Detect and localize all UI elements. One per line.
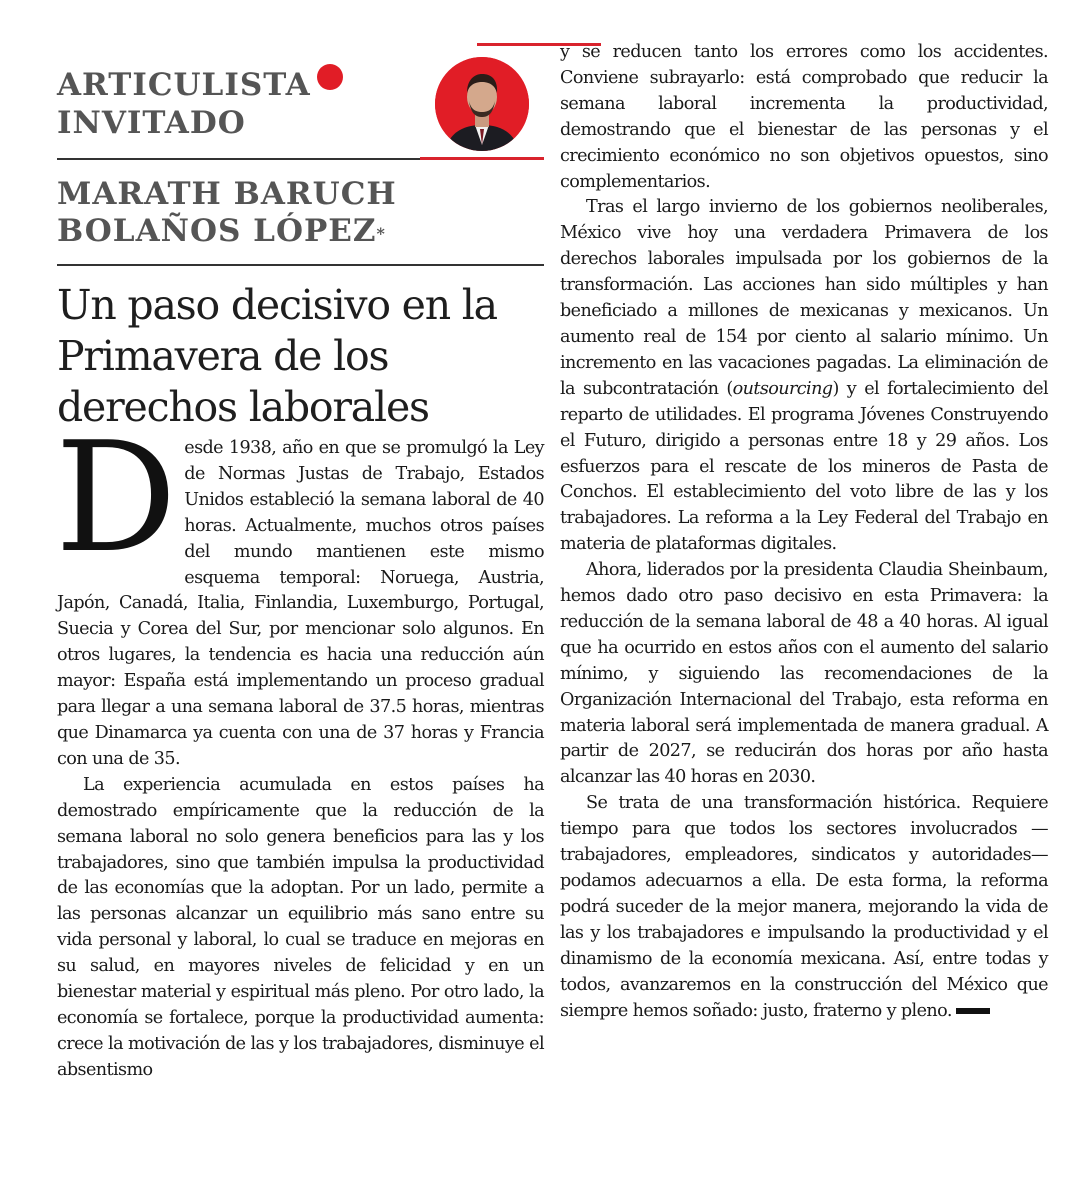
- right-column: [560, 40, 1048, 1024]
- section-kicker: ARTICULISTA INVITADO: [57, 66, 343, 142]
- paragraph-1: Desde 1938, año en que se promulgó la Ley de Normas Justas de Trabajo, Estados Unidos estableció la semana laboral de 40 horas. Actualmente, muchos otros países del mundo mantienen este mismo esquema temporal: Noruega, Austria, Japón, Canadá, Italia, Finlandia, Luxemburgo, Portugal, Suecia y Corea del Sur, por mencionar solo algunos. En otros lugares, la tendencia es hacia una reducción aún mayor: España está implementando un proceso gradual para llegar a una semana laboral de 37.5 horas, mientras que Dinamarca ya cuenta con una de 37 horas y Francia con una de 35.: [55, 409, 544, 769]
- article-body-left: [55, 409, 544, 1084]
- author-divider: [57, 264, 544, 266]
- author-portrait: [435, 57, 529, 151]
- end-mark-icon: [956, 1008, 990, 1014]
- paragraph-4: Ahora, liderados por la presidenta Claudia Sheinbaum, hemos dado otro paso decisivo en esta Primavera: la reducción de la semana laboral de 48 a 40 horas. Al igual que ha ocurrido en estos años con el aumento del salario mínimo, y siguiendo las recomendaciones de la Organización Internacional del Trabajo, esta reforma en materia laboral será implementada de manera gradual. A partir de 2027, se reducirán dos horas por año hasta alcanzar las 40 horas en 2030.: [560, 560, 1048, 788]
- author-photo-icon: [435, 57, 529, 151]
- red-dot-icon: [317, 64, 343, 90]
- headline: Un paso decisivo en la Primavera de los derechos laborales: [57, 281, 497, 431]
- article-body-right: [560, 40, 1048, 1024]
- paragraph-2: La experiencia acumulada en estos países ha demostrado empíricamente que la reducción de la semana laboral no solo genera beneficios para las y los trabajadores, sino que también impulsa la productividad de las economías que la adoptan. Por un lado, permite a las personas alcanzar un equilibrio más sano entre su vida personal y laboral, lo cual se traduce en mejoras en su salud, en mayores niveles de felicidad y en un bienestar material y espiritual más pleno. Por otro lado, la economía se fortalece, porque la productividad aumenta: crece la motivación de las y los trabajadores, disminuye el absentismo: [57, 774, 544, 1080]
- paragraph-2-continued: y se reducen tanto los errores como los accidentes. Conviene subrayarlo: está comprobado que reducir la semana laboral incrementa la productividad, demostrando que el bienestar de las personas y el crecimiento económico no son objetivos opuestos, sino complementarios.: [560, 42, 1048, 192]
- drop-cap: D: [55, 409, 177, 586]
- header-red-rule: [420, 157, 544, 160]
- paragraph-3: Tras el largo invierno de los gobiernos neoliberales, México vive hoy una verdadera Primavera de los derechos laborales impulsada por los gobiernos de la transformación. Las acciones han sido múltiples y han beneficiado a millones de mexicanas y mexicanos. Un aumento real de 154 por ciento al salario mínimo. Un incremento en las vacaciones pagadas. La eliminación de la subcontratación (outsourcing) y el fortalecimiento del reparto de utilidades. El programa Jóvenes Construyendo el Futuro, dirigido a personas entre 18 y 29 años. Los esfuerzos para el rescate de los mineros de Pasta de Conchos. El establecimiento del voto libre de las y los trabajadores. La reforma a la Ley Federal del Trabajo en materia de plataformas digitales.: [560, 197, 1048, 555]
- author-name: MARATH BARUCH BOLAÑOS LÓPEZ*: [57, 176, 397, 249]
- paragraph-5: Se trata de una transformación histórica. Requiere tiempo para que todos los sectores involucrados —trabajadores, empleadores, sindicatos y autoridades— podamos adecuarnos a ella. De esta forma, la reforma podrá suceder de la mejor manera, mejorando la vida de las y los trabajadores e impulsando la productividad y el dinamismo de la economía mexicana. Así, entre todas y todos, avanzaremos en la construcción del México que siempre hemos soñado: justo, fraterno y pleno.: [560, 793, 1048, 1021]
